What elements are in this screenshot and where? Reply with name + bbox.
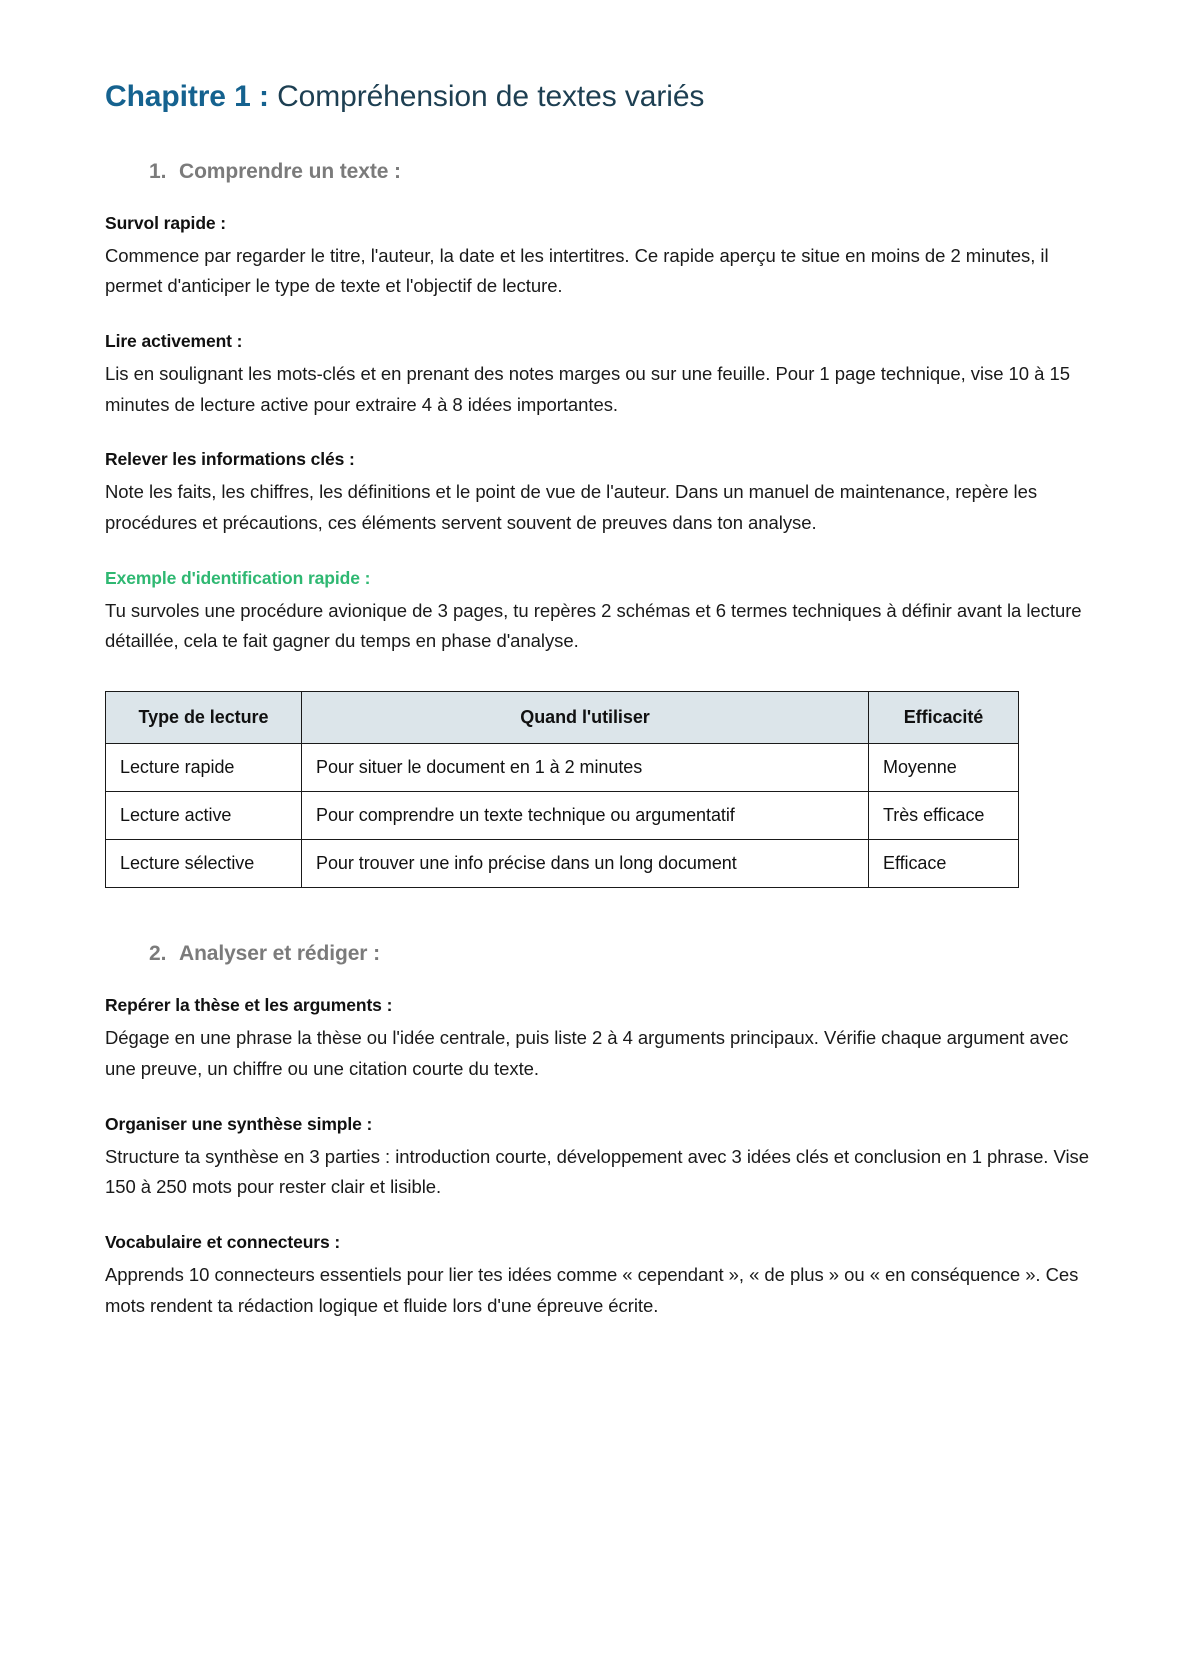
table-header-row [106, 692, 1019, 744]
section-1-label: Comprendre un texte : [179, 159, 401, 183]
section-2-label: Analyser et rédiger : [179, 942, 380, 966]
block-body: Tu survoles une procédure avionique de 3 pages, tu repères 2 schémas et 6 termes techniques à définir avant la lecture détaillée, cela te fait gagner du temps en phase d'analyse. [105, 599, 1082, 652]
lecture-table [105, 691, 1019, 888]
block-body: Dégage en une phrase la thèse ou l'idée centrale, puis liste 2 à 4 arguments principaux. Vérifie chaque argument avec une preuve, un chiffre ou une citation courte du texte. [105, 1027, 1069, 1079]
lecture-table-container [105, 691, 1095, 888]
block-heading: Organiser une synthèse simple : [105, 1113, 373, 1134]
section-1-number: 1. [149, 159, 167, 183]
chapter-label: Chapitre 1 : [105, 80, 269, 113]
table-row [106, 840, 1019, 888]
block-organiser-synthese-simple [105, 1114, 1095, 1203]
block-body: Apprends 10 connecteurs essentiels pour lier tes idées comme « cependant », « de plus » ou « en conséquence ». Ces mots rendent ta rédaction logique et fluide lors d'une épreuve écrite. [105, 1263, 1079, 1316]
table-cell: Lecture active [106, 792, 302, 840]
table-row [106, 792, 1019, 840]
table-cell: Efficace [869, 840, 1019, 888]
section-2-number: 2. [149, 942, 167, 966]
chapter-title-text: Compréhension de textes variés [268, 80, 705, 113]
block-body: Structure ta synthèse en 3 parties : introduction courte, développement avec 3 idées clés et conclusion en 1 phrase. Vise 150 à 250 mots pour rester clair et lisible. [105, 1145, 1089, 1198]
table-cell: Pour trouver une info précise dans un long document [302, 840, 869, 888]
block-body: Note les faits, les chiffres, les définitions et le point de vue de l'auteur. Dans un manuel de maintenance, repère les procédures et précautions, ces éléments servent souvent de preuves dans ton analyse. [105, 481, 1038, 534]
section-2-heading [149, 942, 1095, 966]
block-survol-rapide [105, 213, 1095, 302]
block-heading: Vocabulaire et connecteurs : [105, 1231, 341, 1252]
block-body: Commence par regarder le titre, l'auteur, la date et les intertitres. Ce rapide aperçu te situe en moins de 2 minutes, il permet d'anticiper le type de texte et l'objectif de lecture. [105, 244, 1049, 297]
section-1-heading [149, 160, 1095, 184]
table-header-cell: Quand l'utiliser [302, 692, 869, 744]
block-heading-accent: Exemple d'identification rapide : [105, 567, 371, 588]
block-heading: Survol rapide : [105, 212, 227, 233]
table-row [106, 744, 1019, 792]
table-cell: Moyenne [869, 744, 1019, 792]
table-cell: Très efficace [869, 792, 1019, 840]
table-cell: Lecture sélective [106, 840, 302, 888]
table-cell: Lecture rapide [106, 744, 302, 792]
block-reperer-these-arguments [105, 995, 1095, 1084]
block-body: Lis en soulignant les mots-clés et en prenant des notes marges ou sur une feuille. Pour 1 page technique, vise 10 à 15 minutes de lecture active pour extraire 4 à 8 idées importantes. [105, 362, 1070, 415]
block-heading: Repérer la thèse et les arguments : [105, 995, 393, 1016]
page-title [105, 78, 1095, 116]
table-header-cell: Type de lecture [106, 692, 302, 744]
block-heading: Relever les informations clés : [105, 449, 355, 470]
block-lire-activement [105, 331, 1095, 420]
table-cell: Pour comprendre un texte technique ou argumentatif [302, 792, 869, 840]
block-relever-informations-cles [105, 449, 1095, 538]
block-heading: Lire activement : [105, 330, 243, 351]
block-vocabulaire-connecteurs [105, 1232, 1095, 1321]
table-cell: Pour situer le document en 1 à 2 minutes [302, 744, 869, 792]
table-header-cell: Efficacité [869, 692, 1019, 744]
block-exemple-identification-rapide [105, 568, 1095, 657]
